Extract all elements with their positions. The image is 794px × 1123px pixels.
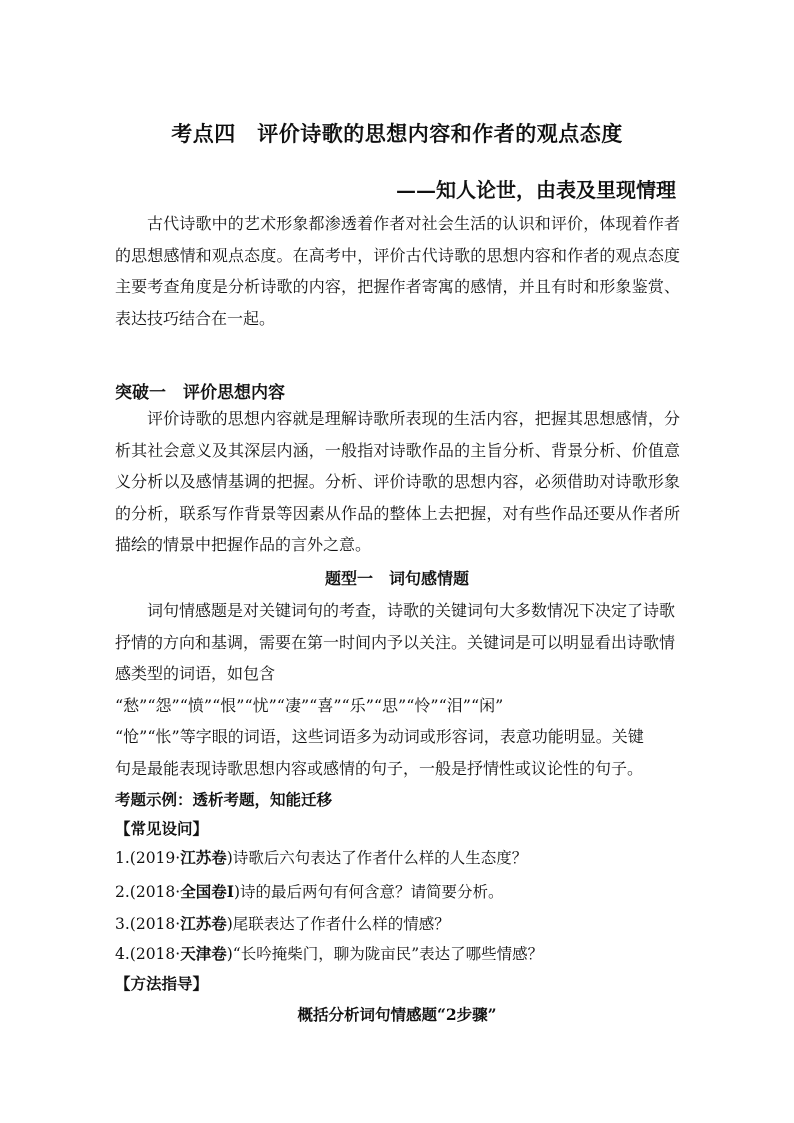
type-paragraph-line: 抒情的方向和基调，需要在第一时间内予以关注。关键词是可以明显看出诗歌情 <box>115 632 676 652</box>
type-paragraph-line: “怆”“怅”等字眼的词语，这些词语多为动词或形容词，表意功能明显。关键 <box>115 727 644 746</box>
question-prefix: 4.(2018· <box>115 945 181 963</box>
question-item <box>115 912 450 934</box>
type-paragraph-line: 句是最能表现诗歌思想内容或感情的句子，一般是抒情性或议论性的句子。 <box>115 758 644 778</box>
type-paragraph-line: “愁”“怨”“愤”“恨”“忧”“凄”“喜”“乐”“思”“怜”“泪”“闲” <box>115 695 504 715</box>
question-source: 天津卷 <box>180 944 227 963</box>
intro-paragraph: 古代诗歌中的艺术形象都渗透着作者对社会生活的认识和评价，体现着作者的思想感情和观点态度。在高考中，评价古代诗歌的思想内容和作者的观点态度主要考查角度是分析诗歌的内容，把握作者寄寓的感情，并且有时和形象鉴赏、表达技巧结合在一起。 <box>115 214 680 328</box>
question-text: )诗歌后六句表达了作者什么样的人生态度？ <box>226 849 528 867</box>
question-item <box>115 942 543 964</box>
example-label: 考题示例：透析考题，知能迁移 <box>115 790 333 809</box>
question-prefix: 1.(2019· <box>115 849 181 867</box>
question-source: 全国卷Ⅰ <box>180 882 234 901</box>
question-text: )诗的最后两句有何含意？请简要分析。 <box>233 883 504 901</box>
section-heading: 突破一 评价思想内容 <box>115 383 285 403</box>
question-prefix: 2.(2018· <box>115 883 181 901</box>
question-text: )尾联表达了作者什么样的情感？ <box>226 915 450 933</box>
question-source: 江苏卷 <box>180 914 227 933</box>
page-subtitle: ——知人论世，由表及里现情理 <box>396 178 676 202</box>
type-paragraph-line: 词句情感题是对关键词句的考查，诗歌的关键词句大多数情况下决定了诗歌 <box>147 601 676 620</box>
method-title: 概括分析词句情感题“2步骤” <box>297 1005 497 1024</box>
type-paragraph <box>115 595 680 784</box>
type-heading: 题型一 词句感情题 <box>324 569 469 588</box>
question-text: )“长吟掩柴门，聊为陇亩民”表达了哪些情感？ <box>226 945 544 963</box>
common-questions-label: 【常见设问】 <box>115 819 209 838</box>
question-prefix: 3.(2018· <box>115 915 181 933</box>
type-paragraph-line: 感类型的词语，如包含 <box>115 664 276 683</box>
method-label: 【方法指导】 <box>115 974 209 993</box>
section-paragraph: 评价诗歌的思想内容就是理解诗歌所表现的生活内容，把握其思想感情，分析其社会意义及其深层内涵，一般指对诗歌作品的主旨分析、背景分析、价值意义分析以及感情基调的把握。分析、评价诗歌的思想内容，必须借助对诗歌形象的分析，联系写作背景等因素从作品的整体上去把握，对有些作品还要从作者所描绘的情景中把握作品的言外之意。 <box>115 409 680 554</box>
question-item <box>115 846 527 868</box>
page-title: 考点四 评价诗歌的思想内容和作者的观点态度 <box>171 121 623 146</box>
question-item <box>115 880 504 902</box>
question-source: 江苏卷 <box>180 848 227 867</box>
